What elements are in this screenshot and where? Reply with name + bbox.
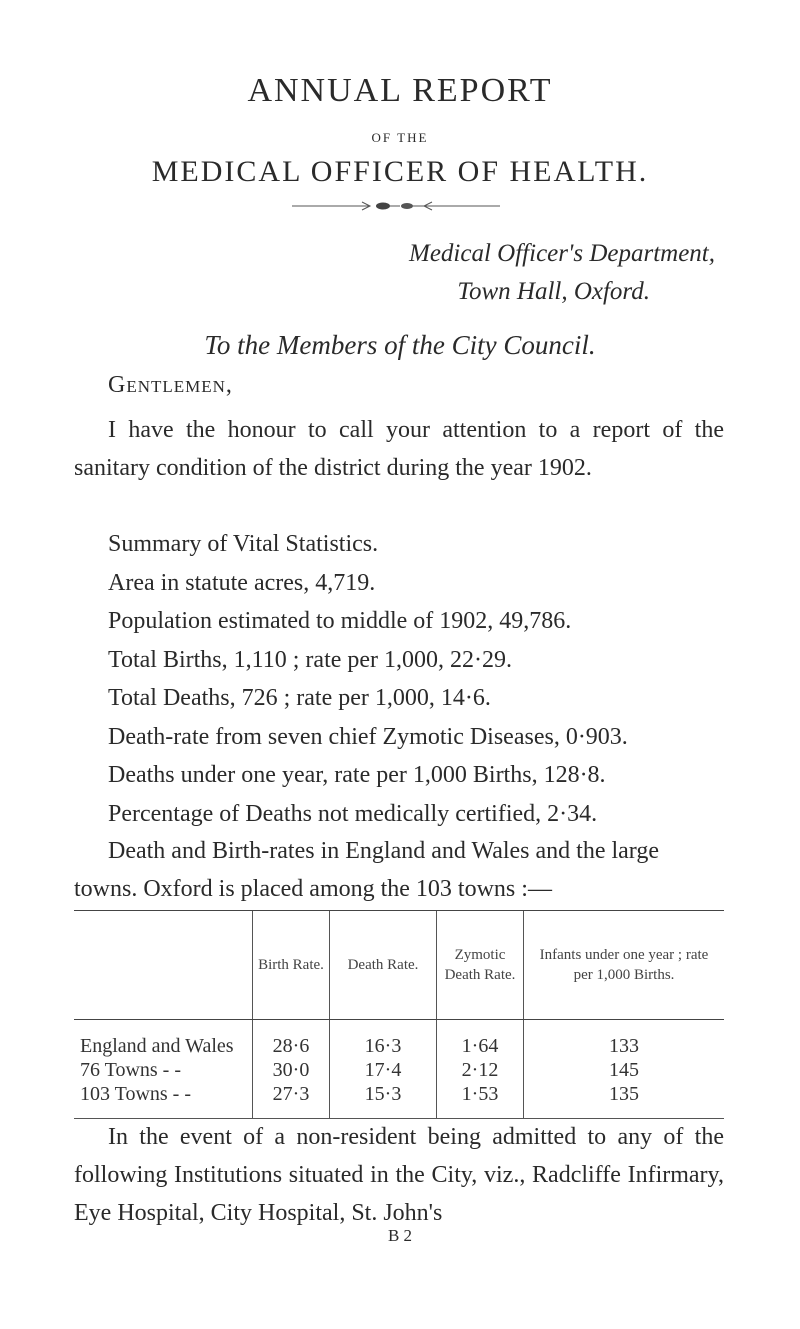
zymotic-rate-cell: 1·53 (437, 1082, 524, 1119)
stats-item: Death-rate from seven chief Zymotic Diseases, 0·903. (108, 723, 628, 750)
ornament-divider-icon (0, 198, 800, 214)
stats-item: Area in statute acres, 4,719. (108, 569, 376, 596)
stats-item: Percentage of Deaths not medically certified, 2·34. (108, 800, 598, 827)
birth-rate-cell: 28·6 (253, 1020, 330, 1059)
report-heading: MEDICAL OFFICER OF HEALTH. (151, 155, 649, 188)
vital-rates-table (74, 910, 724, 1105)
stats-heading: Summary of Vital Statistics. (108, 531, 379, 557)
table-header-row (74, 911, 724, 1020)
death-rate-cell: 15·3 (330, 1082, 437, 1119)
salutation: Gentlemen, (108, 372, 233, 398)
table-header-blank (74, 911, 253, 1020)
signature-mark: B 2 (387, 1226, 413, 1245)
death-rate-cell: 17·4 (330, 1058, 437, 1082)
stats-item: Total Deaths, 726 ; rate per 1,000, 14·6. (108, 685, 491, 711)
report-title: ANNUAL REPORT (247, 72, 553, 109)
birth-rate-cell: 27·3 (253, 1082, 330, 1119)
infant-rate-cell: 133 (524, 1020, 725, 1059)
stats-item: Total Births, 1,110 ; rate per 1,000, 22·29. (108, 646, 513, 673)
table-row (74, 1082, 724, 1119)
table-row (74, 1058, 724, 1082)
infant-rate-cell: 145 (524, 1058, 725, 1082)
row-label: 76 Towns - - (80, 1058, 182, 1081)
addressee: To the Members of the City Council. (204, 330, 596, 360)
table-header-infants: Infants under one year ; rate per 1,000 Births. (524, 911, 725, 1020)
table-header-zymotic: Zymotic Death Rate. (437, 911, 524, 1020)
vital-statistics-list (108, 525, 628, 833)
stats-item: Deaths under one year, rate per 1,000 Births, 128·8. (108, 762, 606, 788)
infant-rate-cell: 135 (524, 1082, 725, 1119)
closing-paragraph: In the event of a non-resident being admitted to any of the following Institutions situated in the City, viz., Radcliffe Infirmary, Eye Hospital, City Hospital, St. John's (74, 1124, 724, 1226)
department-line: Medical Officer's Department, (409, 240, 715, 267)
row-label: 103 Towns - - (74, 1082, 253, 1119)
rates-comparison-text: Death and Birth-rates in England and Wales and the large towns. Oxford is placed among the 103 towns :— (74, 838, 660, 902)
table-header-birth: Birth Rate. (253, 911, 330, 1020)
zymotic-rate-cell: 1·64 (437, 1020, 524, 1059)
intro-paragraph: I have the honour to call your attention to a report of the sanitary condition of the district during the year 1902. (74, 417, 724, 481)
zymotic-rate-cell: 2·12 (437, 1058, 524, 1082)
table-header-death: Death Rate. (330, 911, 437, 1020)
row-label: England and Wales (80, 1034, 234, 1057)
ornament-divider (0, 198, 800, 219)
death-rate-cell: 16·3 (330, 1020, 437, 1059)
stats-item: Population estimated to middle of 1902, 49,786. (108, 608, 572, 634)
report-subtitle: OF THE (371, 130, 429, 145)
birth-rate-cell: 30·0 (253, 1058, 330, 1082)
table-row (74, 1020, 724, 1059)
location-line: Town Hall, Oxford. (457, 278, 650, 305)
